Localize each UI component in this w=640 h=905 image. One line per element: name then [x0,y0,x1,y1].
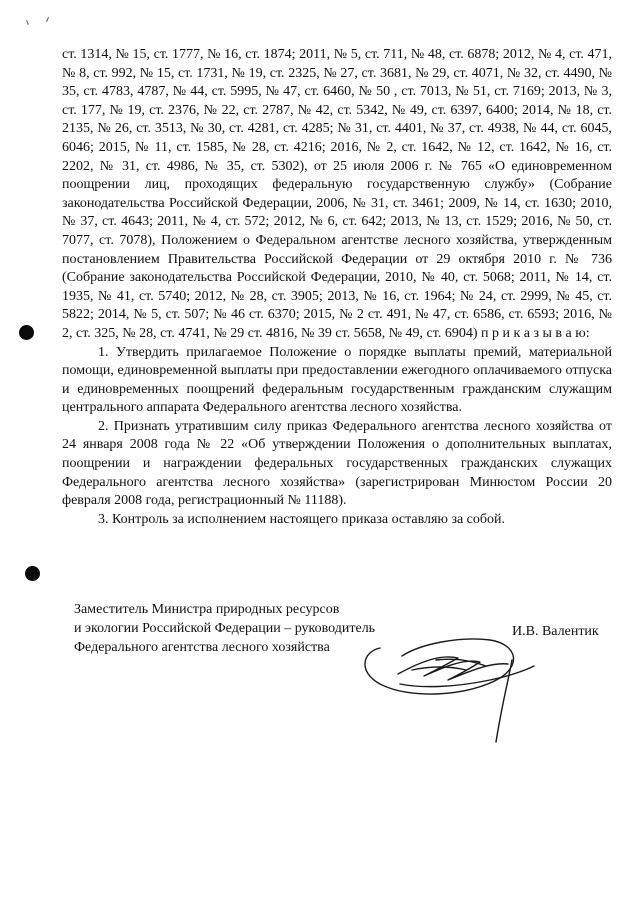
signatory-title-line-3: Федерального агентства лесного хозяйства [74,640,330,655]
paragraph-legal-basis: ст. 1314, № 15, ст. 1777, № 16, ст. 1874; 2011, № 5, ст. 711, № 48, ст. 6878; 2012, № 4, ст. 471, № 8, ст. 992, № 15, ст. 1731, № 19, ст. 2325, № 27, ст. 3681, № 29, ст. 4071, № 32, ст. 4490, № 35, ст. 4783, 4787, № 44, ст. 5995, № 47, ст. 6460, № 50 , ст. 7013, № 51, ст. 7169; 2013, № 3, ст. 177, № 19, ст. 2376, № 22, ст. 2787, № 42, ст. 5342, № 49, ст. 6397, 6400; 2014, № 18, ст. 2135, № 26, ст. 3513, № 30, ст. 4281, ст. 4285; № 31, ст. 4401, № 37, ст. 4938, № 44, ст. 6045, 6046; 2015, № 11, ст. 1585, № 28, ст. 4216; 2016, № 2, ст. 1642, № 12, ст. 1642, № 16, ст. 2202, № 31, ст. 4986, № 35, ст. 5302), от 25 июля 2006 г. № 765 «О единовременном поощрении лиц, проходящих федеральную государственную службу» (Собрание законодательства Российской Федерации, 2006, № 31, ст. 3461; 2009, № 14, ст. 1630; 2010, № 37, ст. 4643; 2011, № 4, ст. 572; 2012, № 6, ст. 642; 2013, № 13, ст. 1529; 2016, № 50, ст. 7077, ст. 7078), Положением о Федеральном агентстве лесного хозяйства, утвержденным постановлением Правительства Российской Федерации от 29 октября 2010 г. № 736 (Собрание законодательства Российской Федерации, 2010, № 40, ст. 5068; 2011, № 14, ст. 1935, № 41, ст. 5740; 2012, № 28, ст. 3905; 2013, № 16, ст. 1964; № 24, ст. 2999, № 45, ст. 5822; 2014, № 5, ст. 507; № 46 ст. 6370; 2015, № 2 ст. 491, № 47, ст. 6586, ст. 6593; 2016, № 2, ст. 325, № 28, ст. 4741, № 29 ст. 4816, № 39 ст. 5658, № 49, ст. 6904) п р и к а з ы в а ю: [62,47,612,341]
punch-hole-upper [19,325,34,340]
signer-name: И.В. Валентик [512,624,599,639]
scan-speck [46,17,49,22]
paragraph-item-3: 3. Контроль за исполнением настоящего приказа оставляю за собой. [98,511,506,527]
signatory-title-line-1: Заместитель Министра природных ресурсов [74,602,340,617]
paragraph-item-2: 2. Признать утратившим силу приказ Федерального агентства лесного хозяйства от 24 января 2008 года № 22 «Об утверждении Положения о дополнительных выплатах, поощрении и награждении федеральных государственных гражданских служащих Федерального агентства лесного хозяйства» (зарегистрирован Минюстом России 20 февраля 2008 года, регистрационный № 11188). [62,418,612,509]
handwritten-signature [340,600,540,750]
signatory-title-line-2: и экологии Российской Федерации – руководитель [74,621,376,636]
paragraph-item-1: 1. Утвердить прилагаемое Положение о порядке выплаты премий, материальной помощи, единовременной выплаты при предоставлении ежегодного оплачиваемого отпуска и единовременных поощрений федеральным государственным гражданским служащим центрального аппарата Федерального агентства лесного хозяйства. [62,344,612,416]
order-body-text [62,46,612,529]
scan-speck [26,20,29,25]
punch-hole-lower [25,566,40,581]
